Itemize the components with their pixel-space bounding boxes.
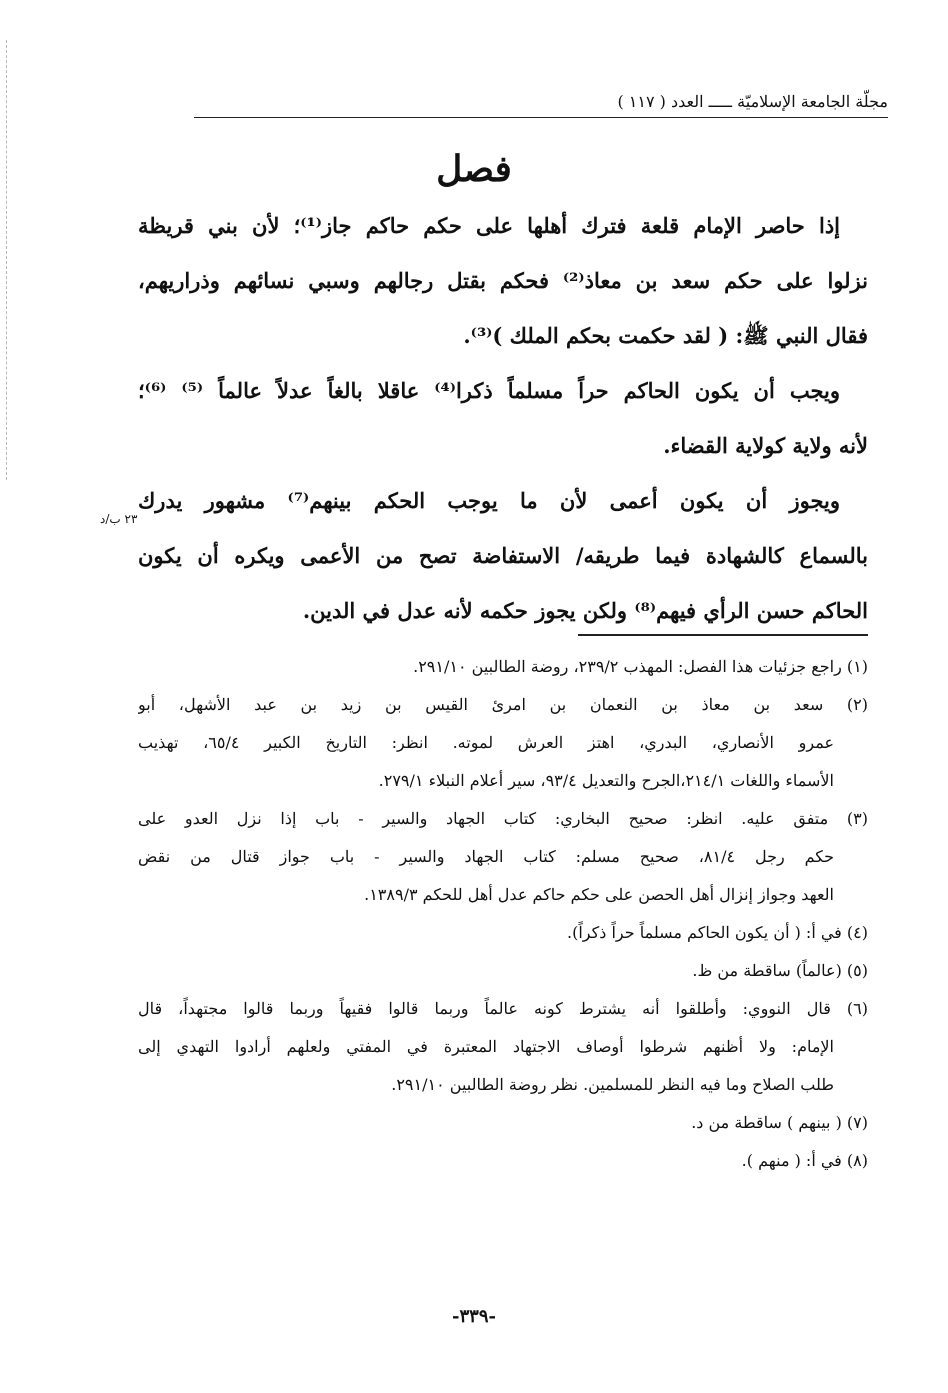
running-header: مجلّة الجامعة الإسلاميّة ـــــ العدد ( ١١٧ ) bbox=[617, 92, 888, 111]
footnote-line: (٨) في أ: ( منهم ). bbox=[741, 1151, 868, 1170]
footnote-line: (٤) في أ: ( أن يكون الحاكم مسلماً حراً ذكراً). bbox=[567, 923, 868, 942]
footnote-line: الأسماء واللغات ٢١٤/١،الجرح والتعديل ٩٣/٤، سير أعلام النبلاء ٢٧٩/١. bbox=[378, 771, 834, 790]
body-line: فقال النبي ﷺ: ( لقد حكمت بحكم الملك )⁽³⁾. bbox=[463, 323, 868, 348]
footnote-separator bbox=[578, 634, 868, 636]
footnote-line: طلب الصلاح وما فيه النظر للمسلمين. نظر روضة الطالبين ٢٩١/١٠. bbox=[391, 1075, 834, 1094]
footnote-line: (٢) سعد بن معاذ بن النعمان بن امرئ القيس بن زيد بن عبد الأشهل، أبو bbox=[138, 695, 868, 714]
body-text bbox=[138, 198, 868, 638]
footnote-line: (٥) (عالماً) ساقطة من ظ. bbox=[692, 961, 868, 980]
footnote-line: حكم رجل ٨١/٤، صحيح مسلم: كتاب الجهاد والسير - باب جواز قتال من نقض bbox=[138, 847, 835, 866]
page-number: -٣٣٩- bbox=[452, 1306, 496, 1327]
footnote-line: (٣) متفق عليه. انظر: صحيح البخاري: كتاب الجهاد والسير - باب إذا نزل العدو على bbox=[138, 809, 868, 828]
footnotes bbox=[138, 648, 868, 1180]
footnote-line: (٦) قال النووي: وأطلقوا أنه يشترط كونه عالماً وربما قالوا فقيهاً وربما قالوا مجتهداً، قال bbox=[138, 999, 868, 1018]
body-line: بالسماع كالشهادة فيما طريقه/ الاستفاضة تصح من الأعمى ويكره أن يكون bbox=[138, 543, 868, 568]
footnote-line: عمرو الأنصاري، البدري، اهتز العرش لموته. انظر: التاريخ الكبير ٦٥/٤، تهذيب bbox=[138, 733, 834, 752]
margin-folio-note: ٢٣ ب/د bbox=[100, 512, 138, 526]
footnote-line: الإمام: ولا أظنهم شرطوا أوصاف الاجتهاد المعتبرة في المفتي ولعلهم أرادوا التهدي إلى bbox=[138, 1037, 834, 1056]
footnote-line: (١) راجع جزئيات هذا الفصل: المهذب ٢٣٩/٢، روضة الطالبين ٢٩١/١٠. bbox=[413, 657, 868, 676]
body-line: نزلوا على حكم سعد بن معاذ⁽²⁾ فحكم بقتل رجالهم وسبي نسائهم وذراريهم، bbox=[138, 268, 868, 293]
body-line: لأنه ولاية كولاية القضاء. bbox=[663, 433, 868, 458]
section-title: فصل bbox=[436, 148, 512, 190]
body-line: ويجب أن يكون الحاكم حراً مسلماً ذكرا⁽⁴⁾ عاقلا بالغاً عدلاً عالماً ⁽⁵⁾ ⁽⁶⁾؛ bbox=[138, 378, 840, 403]
footnote-line: العهد وجواز إنزال أهل الحصن على حكم حاكم عدل أهل للحكم ١٣٨٩/٣. bbox=[364, 885, 834, 904]
footnote-line: (٧) ( بينهم ) ساقطة من د. bbox=[691, 1113, 868, 1132]
body-line: ويجوز أن يكون أعمى لأن ما يوجب الحكم بينهم⁽⁷⁾ مشهور يدرك bbox=[138, 488, 840, 513]
body-line: إذا حاصر الإمام قلعة فترك أهلها على حكم حاكم جاز⁽¹⁾؛ لأن بني قريظة bbox=[138, 213, 840, 238]
header-rule bbox=[194, 117, 888, 118]
body-line: الحاكم حسن الرأي فيهم⁽⁸⁾ ولكن يجوز حكمه لأنه عدل في الدين. bbox=[302, 598, 868, 623]
